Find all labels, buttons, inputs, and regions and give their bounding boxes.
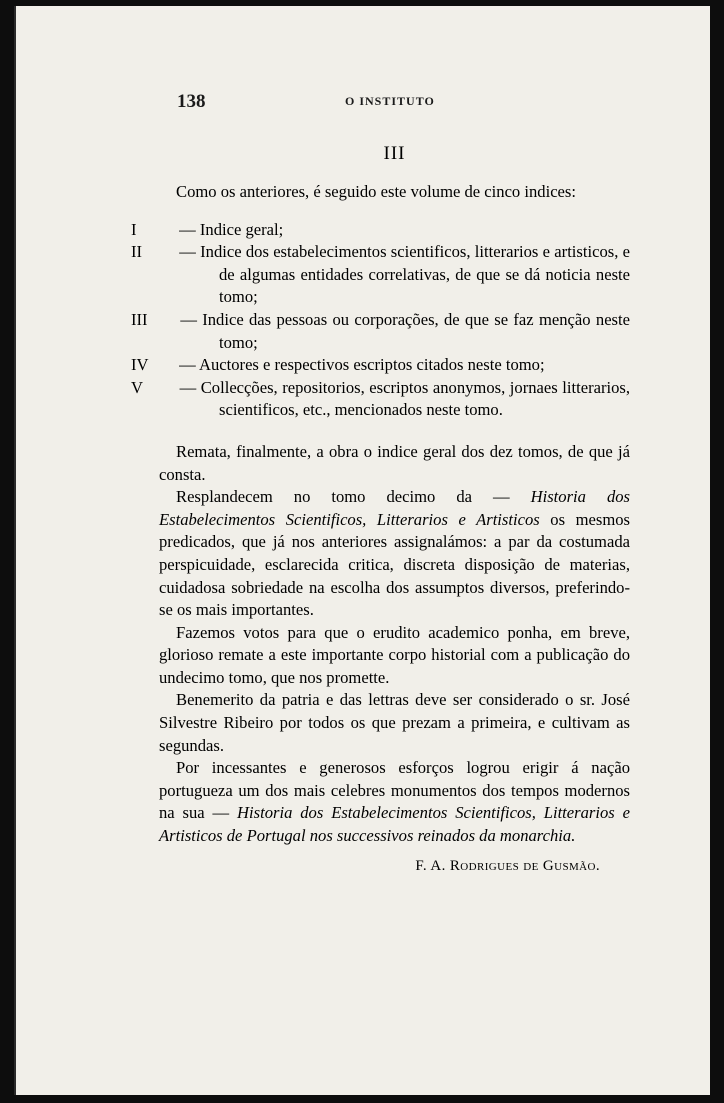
author-signature: F. A. Rodrigues de Gusmão. — [415, 857, 600, 874]
paragraph-monument — [159, 757, 630, 847]
section-number: III — [383, 143, 406, 164]
list-item: — Indice geral; — [175, 219, 284, 239]
paragraph-predicates-start: Resplandecem no tomo decimo da — — [176, 487, 531, 507]
list-item: — Indice das pessoas ou corporações, de que se faz menção neste tomo; — [175, 309, 630, 352]
list-item-text: Indice dos estabelecimentos scientificos, litterarios e artisticos, e de algumas entidades correlativas, de que se dá noticia neste tomo; — [200, 242, 630, 307]
list-item-text: Indice geral; — [199, 219, 284, 239]
intro-paragraph: Como os anteriores, é seguido este volume de cinco indices: — [176, 182, 576, 201]
list-item-text: Indice das pessoas ou corporações, de que se faz menção neste tomo; — [202, 309, 630, 352]
paragraph-predicates — [159, 486, 630, 622]
list-item: — Indice dos estabelecimentos scientificos, litterarios e artisticos, e de algumas entidades correlativas, de que se dá noticia neste tomo; — [175, 242, 630, 307]
page-number: 138 — [177, 91, 206, 112]
page-header — [177, 85, 647, 115]
paragraph-praise: Benemerito da patria e das lettras deve ser considerado o sr. José Silvestre Ribeiro por todos os que prezam a primeira, e cultivam as segundas. — [159, 690, 630, 755]
paragraph-conclusion: Remata, finalmente, a obra o indice geral dos dez tomos, de que já consta. — [159, 441, 630, 484]
list-item-text: Collecções, repositorios, escriptos anonymos, jornaes litterarios, scientificos, etc., mencionados neste tomo. — [200, 377, 631, 420]
body-text — [159, 143, 630, 877]
indices-list — [159, 219, 630, 422]
list-item-text: Auctores e respectivos escriptos citados neste tomo; — [198, 355, 545, 375]
list-item: — Collecções, repositorios, escriptos anonymos, jornaes litterarios, scientificos, etc., mencionados neste tomo. — [175, 377, 631, 420]
paragraph-predicates-end: os mesmos predicados, que já nos anteriores assignalámos: a par da costumada perspicuidade, esclarecida critica, discreta disposição de materias, cuidadosa sobriedade na escolha dos assumptos diversos, preferindo-se os mais importantes. — [159, 509, 630, 620]
book-title-italic: Historia dos Estabelecimentos Scientificos, Litterarios e Artisticos — [159, 487, 630, 529]
list-item: — Auctores e respectivos escriptos citados neste tomo; — [175, 355, 545, 375]
running-title: O INSTITUTO — [345, 94, 435, 108]
paragraph-monument-start: Por incessantes e generosos esforços logrou erigir á nação portugueza um dos mais celebres monumentos dos tempos modernos na sua — — [159, 758, 630, 823]
book-title-italic: Historia dos Estabelecimentos Scientificos, Litterarios e Artisticos de Portugal nos successivos reinados da monarchia. — [159, 803, 630, 846]
paragraph-wishes: Fazemos votos para que o erudito academico ponha, em breve, glorioso remate a este importante corpo historial com a publicação do undecimo tomo, que nos promette. — [159, 622, 630, 687]
